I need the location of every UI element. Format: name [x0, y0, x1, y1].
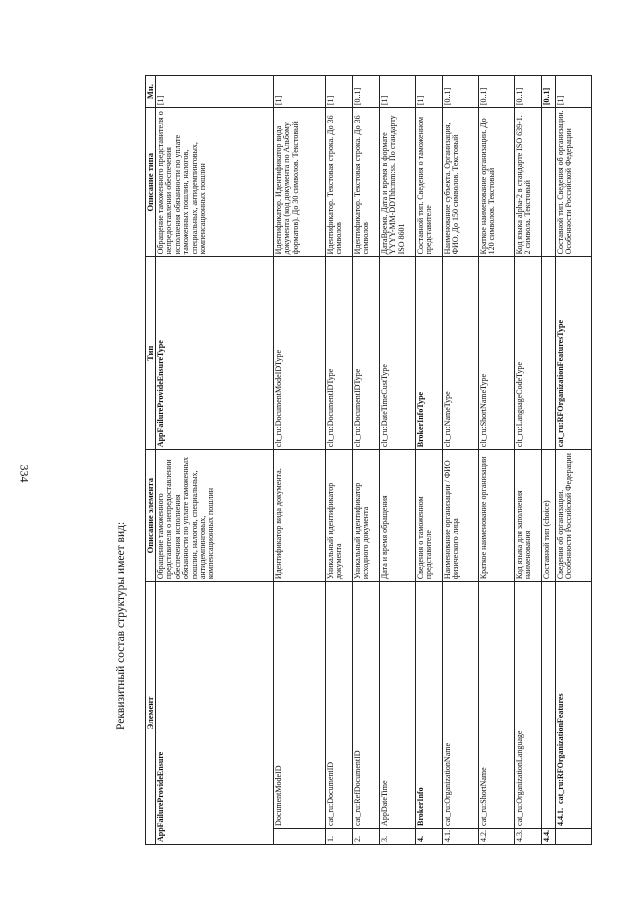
- row-number: 2.: [353, 828, 380, 844]
- element-name: cat_ru:ShortName: [479, 582, 515, 829]
- type-desc: Идентификатор. Текстовая строка. До 36 символов: [326, 108, 353, 257]
- row-number: 4.1.: [443, 828, 479, 844]
- table-row: [542, 76, 556, 845]
- multiplicity: [0..1]: [443, 76, 479, 108]
- element-desc: Уникальный идентификатор документа: [326, 450, 353, 582]
- row-number: 4.2.: [479, 828, 515, 844]
- row-number: 4.4.: [542, 828, 556, 844]
- element-name: cat_ru:OrganizationLanguage: [515, 582, 542, 829]
- header-type: Тип: [146, 257, 156, 450]
- multiplicity: [1]: [416, 76, 443, 108]
- multiplicity: [1]: [156, 76, 274, 108]
- table-header-row: [146, 76, 156, 845]
- table-row: [353, 76, 380, 845]
- type-desc: Код языка alpha-2 в стандарте ISO 639-1. 2 символа. Текстовый: [515, 108, 542, 257]
- element-type: clt_ru:DocumentIDType: [326, 257, 353, 450]
- table-row: [380, 76, 416, 845]
- element-desc: Наименование организации / ФИО физического лица: [443, 450, 479, 582]
- header-element-desc: Описание элемента: [146, 450, 156, 582]
- multiplicity: [0..1]: [353, 76, 380, 108]
- type-desc: ДатаВремя. Дата и время в формате YYYY-MM-DDThh:mm:ss. По стандарту ISO 8601: [380, 108, 416, 257]
- element-desc: Уникальный идентификатор исходного документа: [353, 450, 380, 582]
- element-desc: Дата и время обращения: [380, 450, 416, 582]
- element-type: clt_ru:DocumentIDType: [353, 257, 380, 450]
- type-desc: Краткое наименование организации. До 120 символов. Текстовый: [479, 108, 515, 257]
- structure-table: [145, 75, 592, 845]
- element-name: [556, 582, 592, 829]
- element-desc: Код языка для заполнения наименования: [515, 450, 542, 582]
- element-name: AppFailureProvideEnsure: [156, 582, 274, 845]
- structure-table-container: [145, 75, 573, 845]
- header-element: Элемент: [146, 582, 156, 845]
- table-row: [416, 76, 443, 845]
- element-name: BrokerInfo: [416, 582, 443, 829]
- element-name: DocumentModeID: [274, 582, 326, 829]
- element-type: clt_ru:NameType: [443, 257, 479, 450]
- table-row: [443, 76, 479, 845]
- multiplicity: [1]: [556, 76, 592, 108]
- element-type: clt_ru:LanguageCodeType: [515, 257, 542, 450]
- row-number: [274, 828, 326, 844]
- table-row: [156, 76, 274, 845]
- table-row: [326, 76, 353, 845]
- row-number: 4.3.: [515, 828, 542, 844]
- header-type-desc: Описание типа: [146, 108, 156, 257]
- element-type: cat_ru:RFOrganizationFeaturesType: [556, 257, 592, 450]
- element-name-text: cat_ru:RFOrganizationFeatures: [556, 693, 565, 804]
- page-number: 334: [17, 464, 32, 483]
- multiplicity: [1]: [380, 76, 416, 108]
- table-row: [479, 76, 515, 845]
- element-type: BrokerInfoType: [416, 257, 443, 450]
- element-type: [542, 257, 556, 450]
- type-desc: Составной тип. Сведения о таможенном представителе: [416, 108, 443, 257]
- multiplicity: [0..1]: [479, 76, 515, 108]
- element-desc: Сведения об организации. Особенности Российской Федерации: [556, 450, 592, 582]
- header-mul: Мн.: [146, 76, 156, 108]
- element-desc: Составной тип (choice): [542, 450, 556, 582]
- row-indent: [556, 828, 592, 844]
- type-desc: Наименование субъекта. Организация, ФИО. До 150 символов. Текстовый: [443, 108, 479, 257]
- table-row: [556, 76, 592, 845]
- row-number: 4.: [416, 828, 443, 844]
- element-name: [542, 582, 556, 829]
- table-row: [515, 76, 542, 845]
- type-desc: Идентификатор. Идентификатор вида документа (код документа по Альбому форматов). До 30 символов. Текстовый: [274, 108, 326, 257]
- element-name: cat_ru:RefDocumentID: [353, 582, 380, 829]
- element-type: clt_ru:ShortNameType: [479, 257, 515, 450]
- type-desc: Составной тип. Сведения об организации. Особенности Российской Федерации: [556, 108, 592, 257]
- type-desc: Идентификатор. Текстовая строка. До 36 символов: [353, 108, 380, 257]
- element-desc: Обращение таможенного представителя о непредоставлении обеспечения исполнения обязанности по уплате таможенных пошлин, налогов, специальных, антидемпинговых, компенсационных пошлин: [156, 450, 274, 582]
- multiplicity: [0..1]: [515, 76, 542, 108]
- element-desc: Краткое наименование организации: [479, 450, 515, 582]
- element-type: clt_ru:DocumentModeIDType: [274, 257, 326, 450]
- element-name: cat_ru:DocumentID: [326, 582, 353, 829]
- table-row: [274, 76, 326, 845]
- row-number: 1.: [326, 828, 353, 844]
- multiplicity: [1]: [326, 76, 353, 108]
- intro-text: Реквизитный состав структуры имеет вид:: [115, 521, 127, 730]
- element-desc: Сведения о таможенном представителе: [416, 450, 443, 582]
- element-name: cat_ru:OrganizationName: [443, 582, 479, 829]
- row-number: 3.: [380, 828, 416, 844]
- element-type: clt_ru:DateTimeCustType: [380, 257, 416, 450]
- element-name: AppDateTime: [380, 582, 416, 829]
- type-desc: Обращение таможенного представителя о непредоставлении обеспечения исполнения обязанности по уплате таможенных пошлин, налогов, специальных, антидемпинговых, компенсационных пошлин: [156, 108, 274, 257]
- element-type: AppFailureProvideEnsureType: [156, 257, 274, 450]
- element-desc: Идентификатор вида документа.: [274, 450, 326, 582]
- multiplicity: [0..1]: [542, 76, 556, 108]
- type-desc: [542, 108, 556, 257]
- row-number: 4.4.1.: [556, 807, 565, 826]
- multiplicity: [1]: [274, 76, 326, 108]
